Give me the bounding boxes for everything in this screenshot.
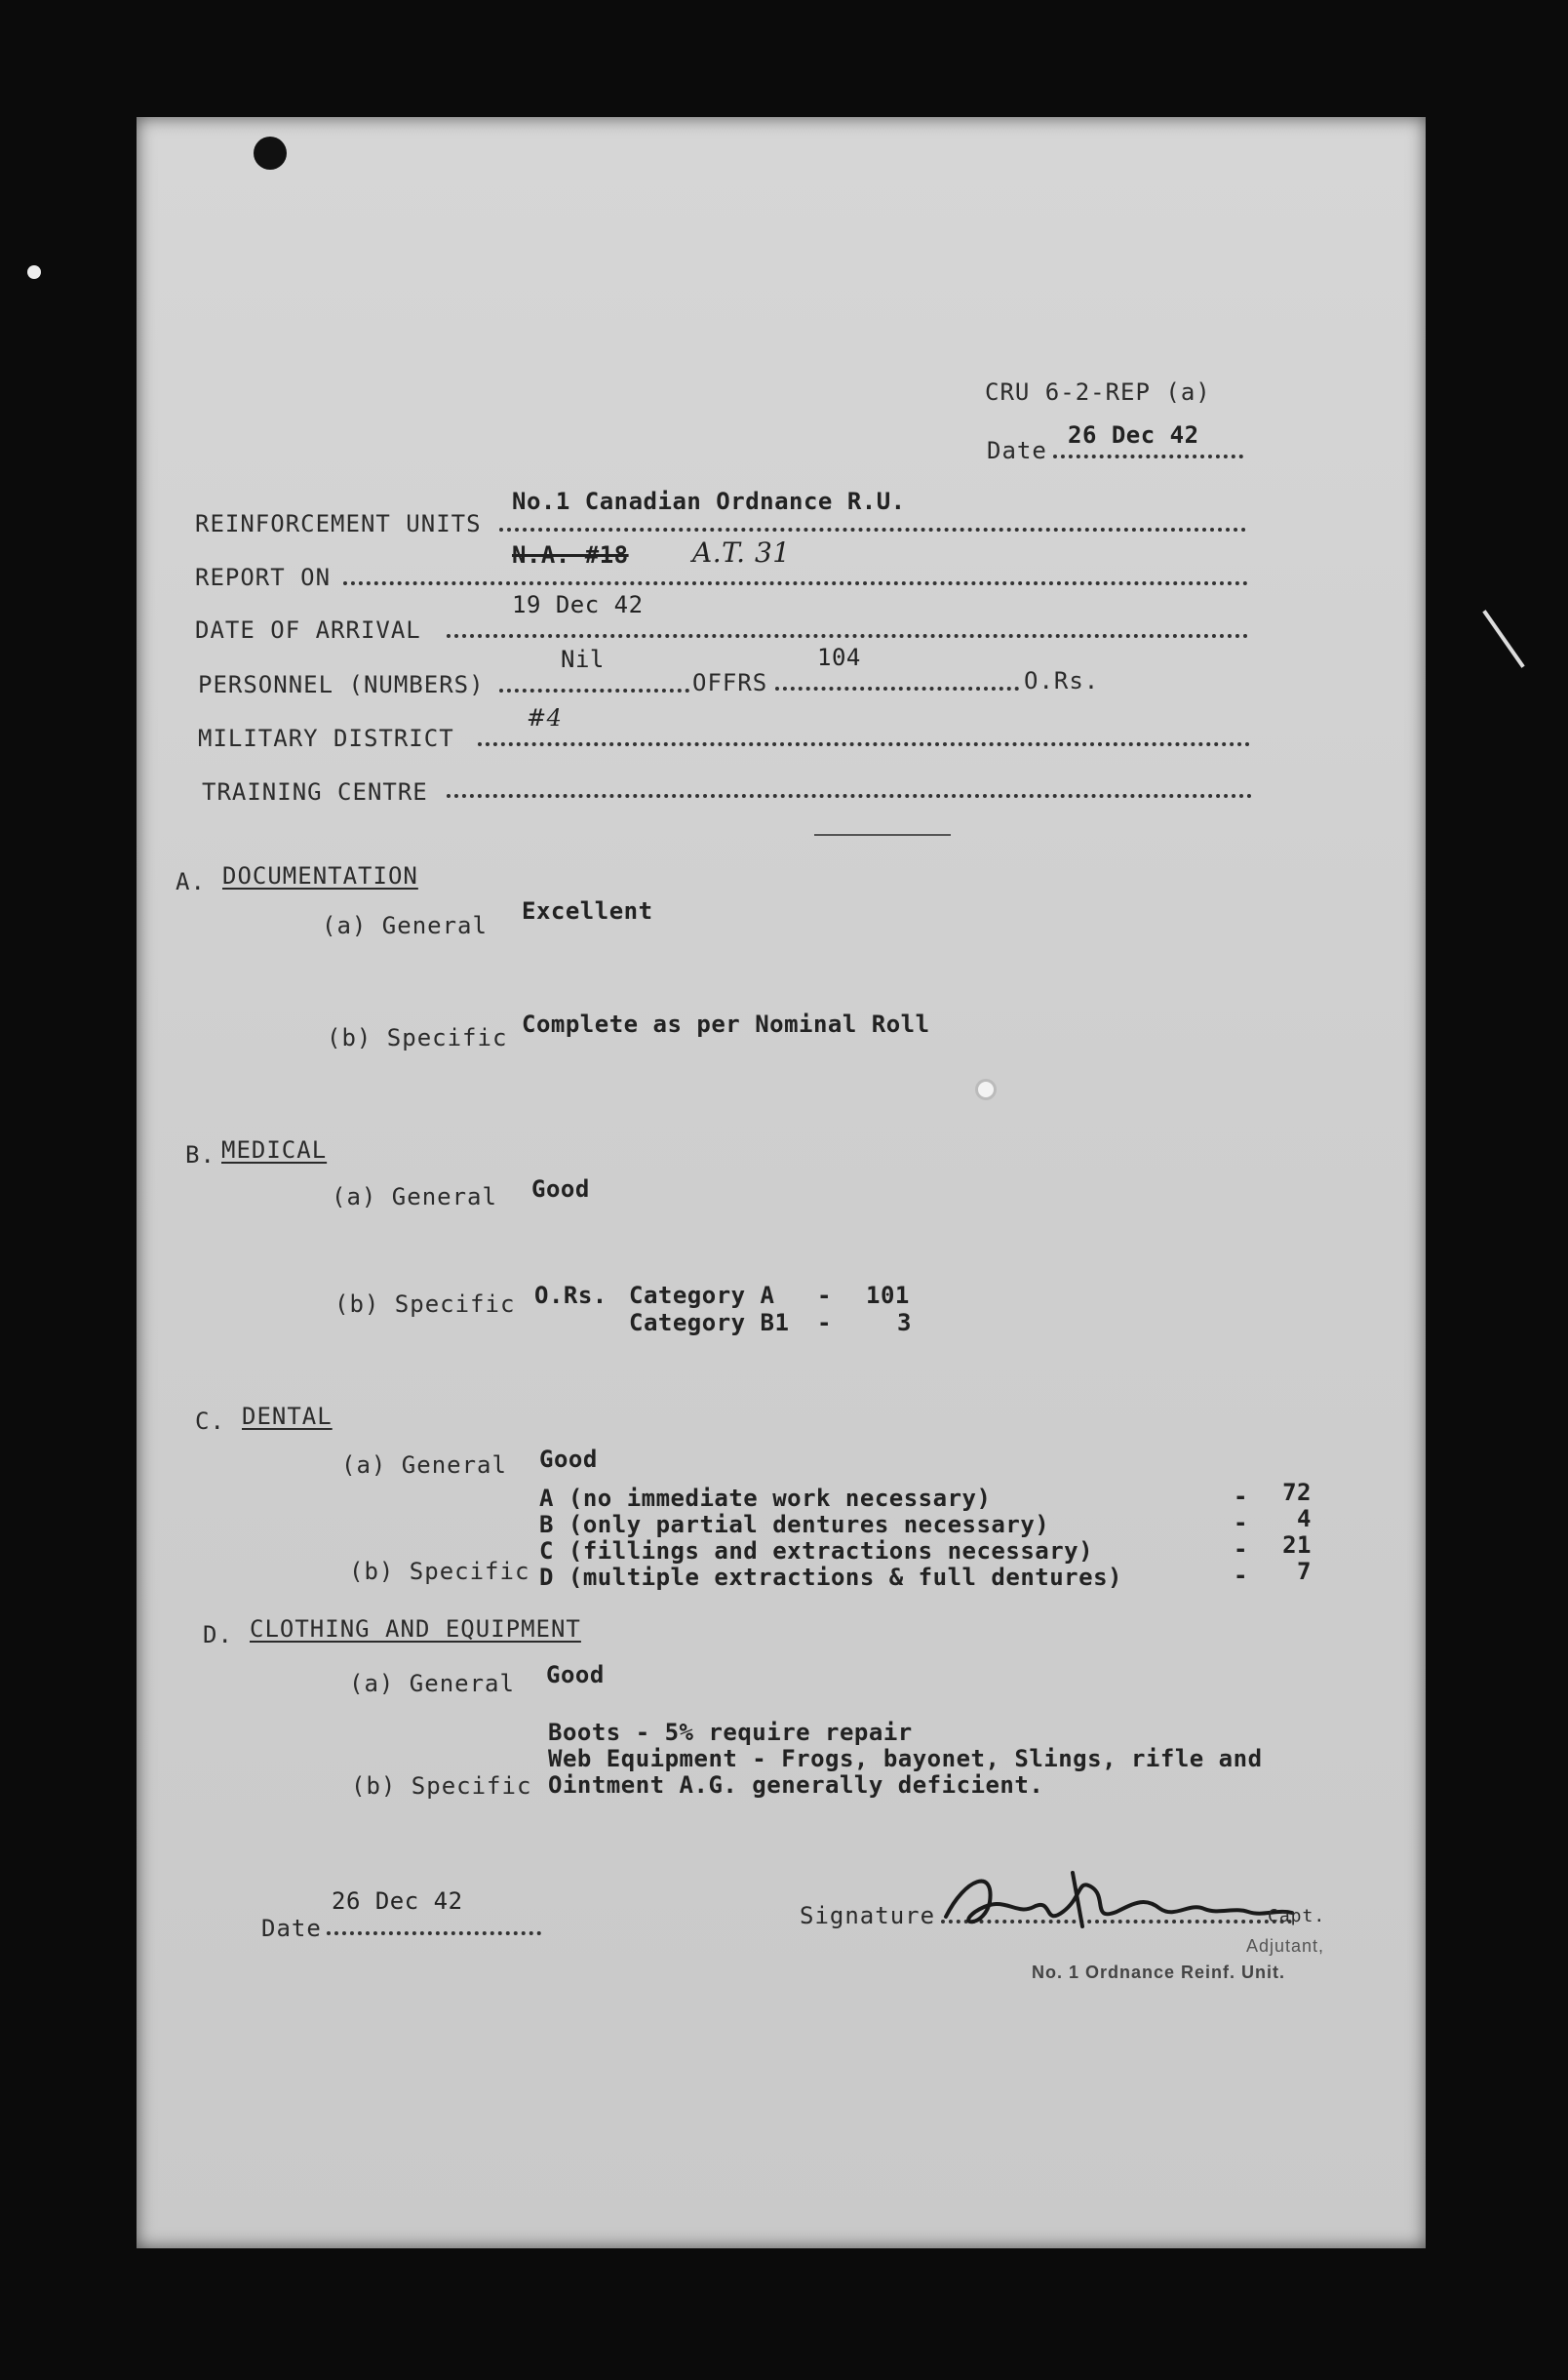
dotted-line [499, 528, 1246, 532]
section-c-row-count: 7 [1297, 1558, 1312, 1585]
field-value-date-of-arrival: 19 Dec 42 [512, 591, 644, 618]
section-c-row-text: A (no immediate work necessary) [539, 1485, 992, 1512]
dotted-line [327, 1931, 541, 1935]
section-a-general-value: Excellent [522, 897, 653, 925]
section-c-row-text: C (fillings and extractions necessary) [539, 1537, 1094, 1565]
section-b-row-dash: - [817, 1309, 832, 1336]
separator-rule [814, 834, 951, 836]
dotted-line [447, 794, 1252, 798]
field-value-reinforcement-units: No.1 Canadian Ordnance R.U. [512, 488, 906, 515]
section-a-letter: A. [176, 868, 206, 895]
signatory-title: Adjutant, [1246, 1936, 1325, 1956]
section-c-row-dash: - [1234, 1535, 1248, 1563]
section-d-general-value: Good [546, 1661, 605, 1688]
section-c-row-count: 21 [1282, 1531, 1312, 1559]
field-label-date-of-arrival: DATE OF ARRIVAL [195, 616, 421, 644]
section-d-specific-label: (b) Specific [351, 1772, 532, 1800]
footer-date-value: 26 Dec 42 [332, 1887, 463, 1915]
dotted-line [1053, 455, 1243, 458]
section-b-row-category: Category A [629, 1282, 775, 1309]
field-label-ors: O.Rs. [1024, 667, 1100, 694]
dotted-line [478, 742, 1250, 746]
section-a-specific-label: (b) Specific [327, 1024, 508, 1051]
section-c-row-dash: - [1234, 1562, 1248, 1589]
field-label-military-district: MILITARY DISTRICT [198, 725, 454, 752]
section-c-row-text: B (only partial dentures necessary) [539, 1511, 1050, 1538]
section-c-row-count: 72 [1282, 1479, 1312, 1506]
section-b-general-value: Good [531, 1175, 590, 1203]
field-value-ors: 104 [817, 644, 861, 671]
section-d-specific-line: Web Equipment - Frogs, bayonet, Slings, rifle and [548, 1745, 1263, 1772]
section-c-specific-label: (b) Specific [349, 1558, 530, 1585]
signature-rank: Capt. [1268, 1906, 1326, 1926]
section-b-heading: MEDICAL [221, 1136, 328, 1164]
document-reference: CRU 6-2-REP (a) [985, 378, 1211, 406]
section-b-general-label: (a) General [332, 1183, 497, 1210]
section-b-letter: B. [185, 1141, 216, 1169]
dotted-line [447, 634, 1248, 638]
section-c-row-count: 4 [1297, 1505, 1312, 1532]
footer-date-label: Date [261, 1915, 322, 1942]
section-a-heading: DOCUMENTATION [222, 862, 418, 890]
field-value-military-district: #4 [527, 704, 563, 732]
section-d-general-label: (a) General [349, 1670, 515, 1697]
section-b-row-category: Category B1 [629, 1309, 790, 1336]
section-c-row-dash: - [1234, 1509, 1248, 1536]
section-b-specific-label: (b) Specific [334, 1290, 516, 1318]
punch-hole [254, 137, 287, 170]
field-value-report-on-struck: N.A. #18 [512, 541, 629, 569]
field-value-officers: Nil [561, 646, 605, 673]
section-c-general-value: Good [539, 1446, 598, 1473]
dotted-line [343, 581, 1248, 585]
signatory-unit: No. 1 Ordnance Reinf. Unit. [1032, 1963, 1286, 1982]
dotted-line [499, 689, 689, 693]
section-a-specific-value: Complete as per Nominal Roll [522, 1011, 930, 1038]
section-d-specific-line: Boots - 5% require repair [548, 1719, 913, 1746]
header-date: 26 Dec 42 [1068, 421, 1199, 449]
dotted-line [775, 687, 1019, 691]
section-d-specific-line: Ointment A.G. generally deficient. [548, 1771, 1044, 1799]
field-label-personnel: PERSONNEL (NUMBERS) [198, 671, 485, 698]
section-c-row-dash: - [1234, 1483, 1248, 1510]
date-label: Date [987, 437, 1047, 464]
field-label-officers: OFFRS [692, 669, 768, 696]
section-c-row-text: D (multiple extractions & full dentures) [539, 1564, 1122, 1591]
scan-speck [975, 1079, 997, 1100]
section-b-row-dash: - [817, 1282, 832, 1309]
scan-speck [27, 265, 41, 279]
field-label-report-on: REPORT ON [195, 564, 332, 591]
section-b-prefix: O.Rs. [534, 1282, 608, 1309]
section-c-letter: C. [195, 1408, 225, 1435]
section-a-general-label: (a) General [322, 912, 488, 939]
section-d-letter: D. [203, 1621, 233, 1648]
section-b-row-count: 101 [866, 1282, 910, 1309]
field-label-reinforcement-units: REINFORCEMENT UNITS [195, 510, 482, 537]
signature-label: Signature [800, 1902, 936, 1929]
section-c-general-label: (a) General [341, 1451, 507, 1479]
section-b-row-count: 3 [897, 1309, 912, 1336]
field-label-training-centre: TRAINING CENTRE [202, 778, 428, 806]
field-value-report-on: A.T. 31 [692, 536, 791, 569]
section-d-heading: CLOTHING AND EQUIPMENT [250, 1615, 581, 1643]
scan-scratch [1482, 610, 1524, 668]
section-c-heading: DENTAL [242, 1403, 333, 1430]
